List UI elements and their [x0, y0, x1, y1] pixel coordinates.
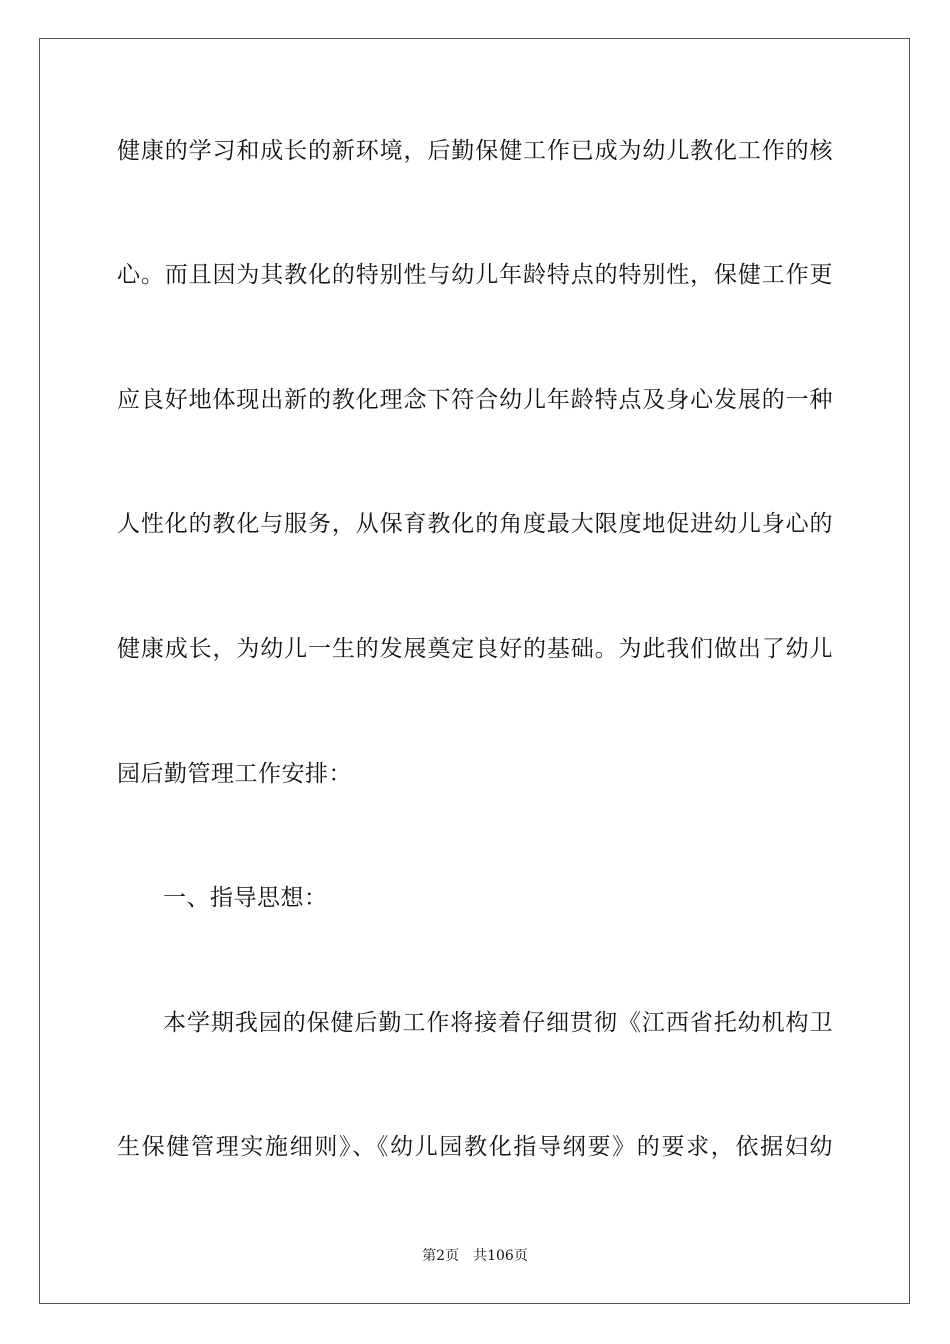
- page-total: 共106页: [473, 1248, 528, 1264]
- text-line: 心。而且因为其教化的特别性与幼儿年龄特点的特别性，保健工作更: [117, 262, 833, 288]
- page-footer: [0, 1247, 950, 1265]
- text-line: 生保健管理实施细则》、《幼儿园教化指导纲要》的要求，依据妇幼: [117, 1134, 833, 1160]
- text-line: 园后勤管理工作安排：: [117, 761, 352, 787]
- page-border: [39, 38, 910, 1304]
- section-heading: 一、指导思想：: [163, 885, 328, 911]
- text-line: 健康的学习和成长的新环境，后勤保健工作已成为幼儿教化工作的核: [117, 138, 833, 164]
- text-line: 本学期我园的保健后勤工作将接着仔细贯彻《江西省托幼机构卫: [163, 1010, 833, 1036]
- text-line: 健康成长，为幼儿一生的发展奠定良好的基础。为此我们做出了幼儿: [117, 636, 833, 662]
- page-number: 第2页: [422, 1248, 460, 1264]
- text-line: 应良好地体现出新的教化理念下符合幼儿年龄特点及身心发展的一种: [117, 387, 833, 413]
- text-line: 人性化的教化与服务，从保育教化的角度最大限度地促进幼儿身心的: [117, 511, 833, 537]
